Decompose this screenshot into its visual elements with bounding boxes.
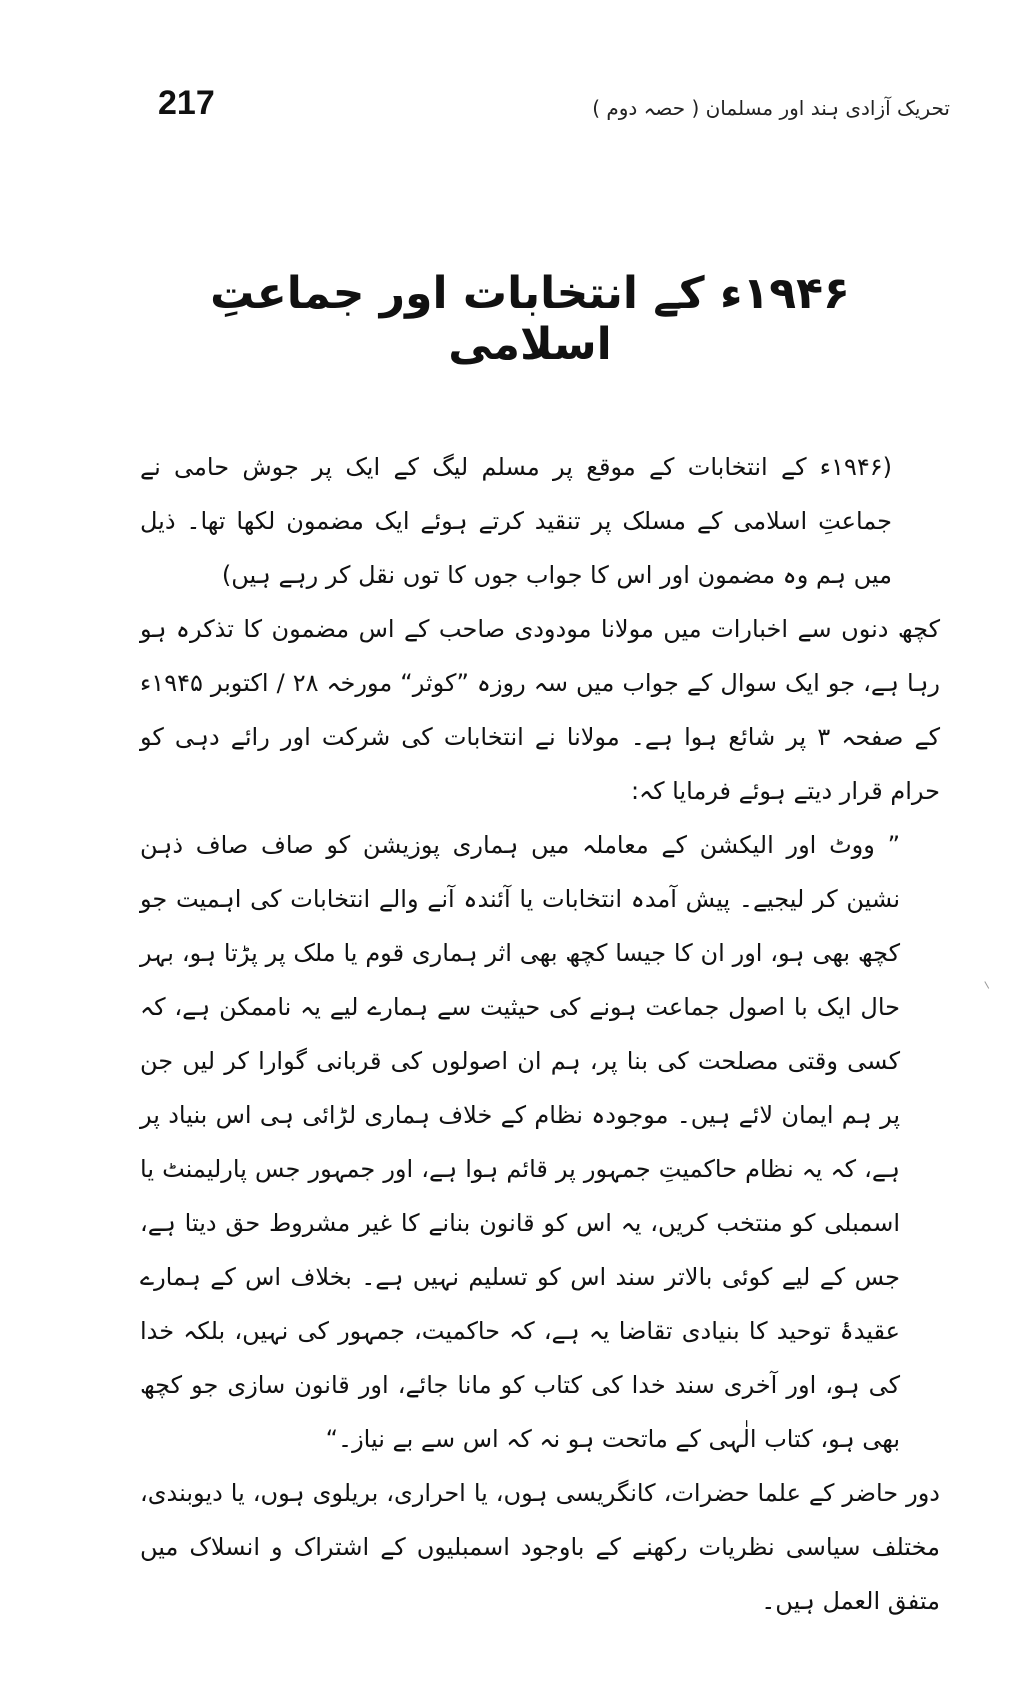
chapter-title: ۱۹۴۶ء کے انتخابات اور جماعتِ اسلامی <box>210 268 850 370</box>
paragraph-2: دور حاضر کے علما حضرات، کانگریسی ہوں، یا احراری، بریلوی ہوں، یا دیوبندی، مختلف سیاسی نظریات رکھنے کے باوجود اسمبلیوں کے اشتراک و انسلاک میں متفق العمل ہیں۔ <box>140 1479 940 1615</box>
page-header <box>150 78 950 138</box>
intro-paragraph: (۱۹۴۶ء کے انتخابات کے موقع پر مسلم لیگ کے ایک پر جوش حامی نے جماعتِ اسلامی کے مسلک پر تنقید کرتے ہوئے ایک مضمون لکھا تھا۔ ذیل میں ہم وہ مضمون اور اس کا جواب جوں کا توں نقل کر رہے ہیں) <box>140 453 893 589</box>
running-title: تحریک آزادی ہند اور مسلمان ( حصہ دوم ) <box>592 96 950 120</box>
paragraph-1: کچھ دنوں سے اخبارات میں مولانا مودودی صاحب کے اس مضمون کا تذکرہ ہو رہا ہے، جو ایک سوال کے جواب میں سہ روزہ ”کوثر“ مورخہ ۲۸ / اکتوبر ۱۹۴۵ء کے صفحہ ۳ پر شائع ہوا ہے۔ مولانا نے انتخابات کی شرکت اور رائے دہی کو حرام قرار دیتے ہوئے فرمایا کہ: <box>140 615 940 805</box>
margin-mark <box>984 979 992 988</box>
quoted-passage: ” ووٹ اور الیکشن کے معاملہ میں ہماری پوزیشن کو صاف صاف ذہن نشین کر لیجیے۔ پیش آمدہ انتخابات یا آئندہ آنے والے انتخابات کی اہمیت جو کچھ بھی ہو، اور ان کا جیسا کچھ بھی اثر ہماری قوم یا ملک پر پڑتا ہو، بہر حال ایک با اصول جماعت ہونے کی حیثیت سے ہمارے لیے یہ ناممکن ہے، کہ کسی وقتی مصلحت کی بنا پر، ہم ان اصولوں کی قربانی گوارا کر لیں جن پر ہم ایمان لائے ہیں۔ موجودہ نظام کے خلاف ہماری لڑائی ہی اس بنیاد پر ہے، کہ یہ نظام حاکمیتِ جمہور پر قائم ہوا ہے، اور جمہور جس پارلیمنٹ یا اسمبلی کو منتخب کریں، یہ اس کو قانون بنانے کا غیر مشروط حق دیتا ہے، جس کے لیے کوئی بالاتر سند اس کو تسلیم نہیں ہے۔ بخلاف اس کے ہمارے عقیدۂ توحید کا بنیادی تقاضا یہ ہے، کہ حاکمیت، جمہور کی نہیں، بلکہ خدا کی ہو، اور آخری سند خدا کی کتاب کو مانا جائے، اور قانون سازی جو کچھ بھی ہو، کتاب الٰہی کے ماتحت ہو نہ کہ اس سے بے نیاز۔“ <box>140 831 900 1453</box>
page-number: 217 <box>158 84 215 122</box>
body-text <box>140 440 940 1628</box>
